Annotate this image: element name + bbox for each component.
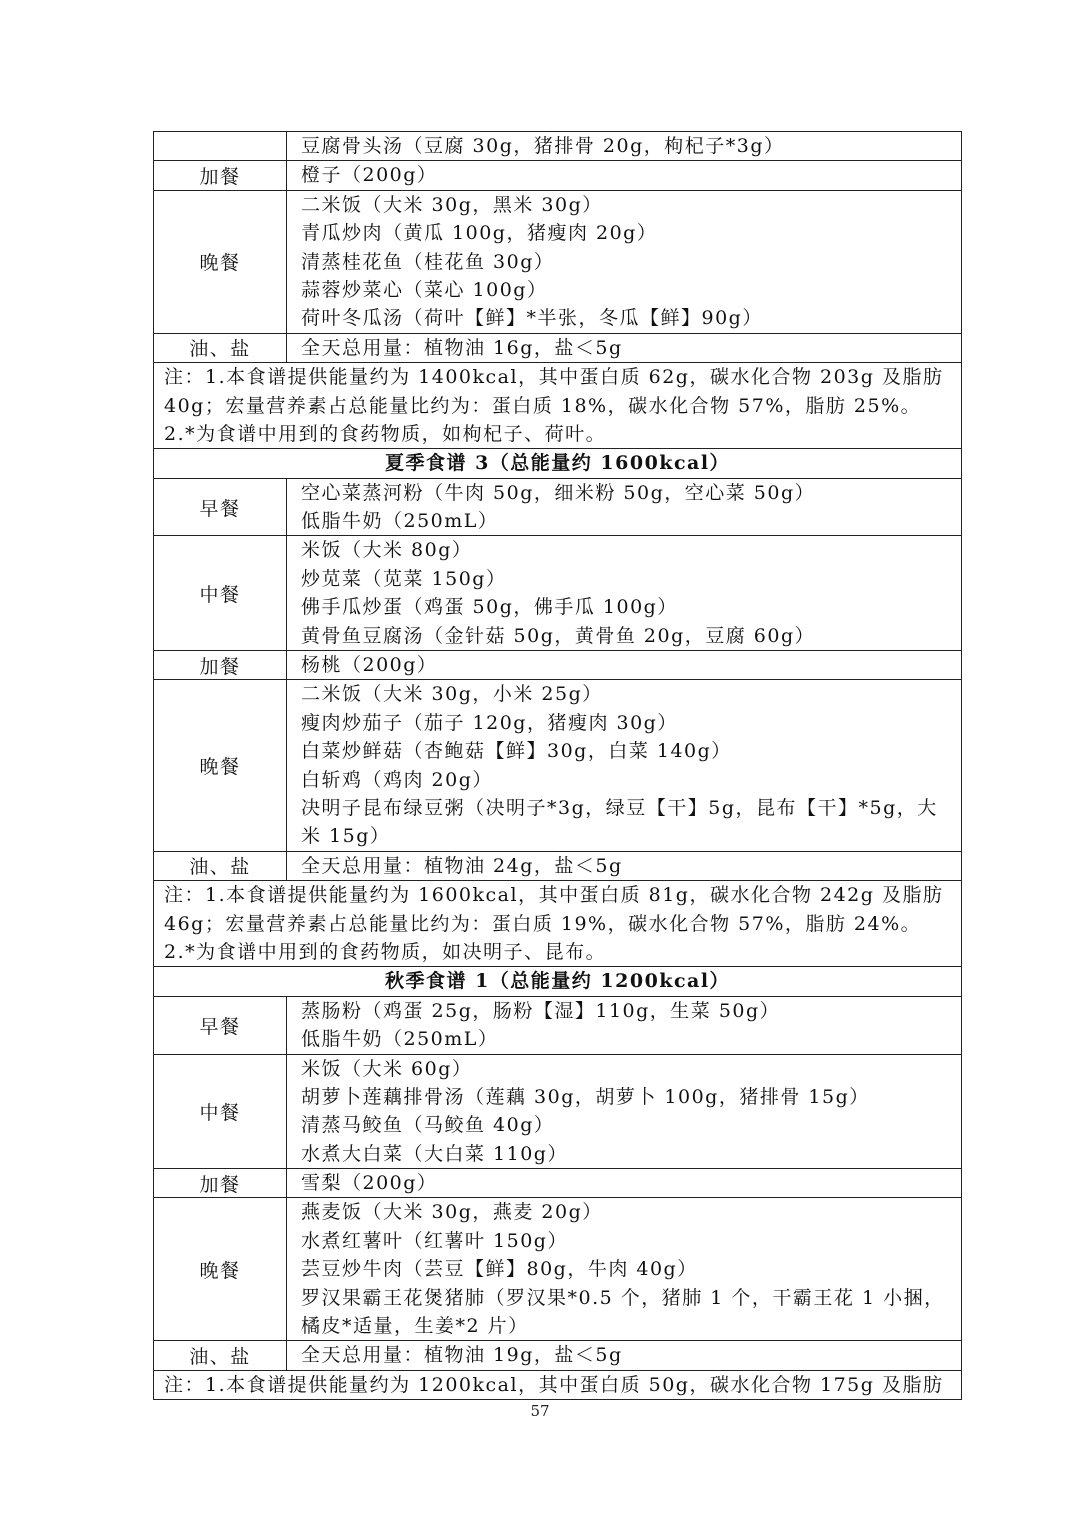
food-item: 白斩鸡（鸡肉 20g） — [301, 768, 493, 791]
food-item: 清蒸桂花鱼（桂花鱼 30g） — [301, 250, 555, 273]
meal-name-cell: 油、盐 — [154, 851, 287, 880]
meal-row — [154, 333, 962, 362]
meal-name-cell: 油、盐 — [154, 1341, 287, 1370]
page-number: 57 — [530, 1402, 550, 1420]
meal-row — [154, 190, 962, 333]
food-item: 青瓜炒肉（黄瓜 100g，猪瘦肉 20g） — [301, 222, 658, 245]
food-item: 空心菜蒸河粉（牛肉 50g，细米粉 50g，空心菜 50g） — [301, 481, 816, 504]
food-items-cell — [287, 161, 962, 190]
food-item: 炒苋菜（苋菜 150g） — [301, 567, 507, 590]
food-item: 瘦肉炒茄子（茄子 120g，猪瘦肉 30g） — [301, 711, 678, 734]
menu-title-row — [154, 967, 962, 996]
food-item: 决明子昆布绿豆粥（决明子*3g，绿豆【干】5g，昆布【干】*5g，大 — [301, 796, 938, 819]
note-line: 40g；宏量营养素占总能量比约为：蛋白质 18%，碳水化合物 57%，脂肪 25%。 — [164, 394, 922, 417]
food-items-cell — [287, 996, 962, 1054]
meal-name-cell: 油、盐 — [154, 333, 287, 362]
food-item: 蒸肠粉（鸡蛋 25g，肠粉【湿】110g，生菜 50g） — [301, 999, 781, 1022]
meal-name-cell: 加餐 — [154, 651, 287, 680]
food-items-cell — [287, 851, 962, 880]
meal-row — [154, 1198, 962, 1341]
food-items-cell — [287, 333, 962, 362]
meal-row — [154, 996, 962, 1054]
food-item: 芸豆炒牛肉（芸豆【鲜】80g，牛肉 40g） — [301, 1258, 698, 1281]
food-item: 佛手瓜炒蛋（鸡蛋 50g，佛手瓜 100g） — [301, 596, 678, 619]
meal-row — [154, 1341, 962, 1370]
food-item: 全天总用量：植物油 24g，盐＜5g — [301, 854, 623, 877]
menu-title — [154, 967, 962, 996]
food-item: 橙子（200g） — [301, 164, 438, 187]
table-body — [154, 132, 962, 1400]
note-line: 46g；宏量营养素占总能量比约为：蛋白质 19%，碳水化合物 57%，脂肪 24%。 — [164, 912, 922, 935]
meal-name-cell — [154, 132, 287, 161]
food-item: 二米饭（大米 30g，黑米 30g） — [301, 193, 603, 216]
meal-row — [154, 536, 962, 651]
food-item: 橘皮*适量，生姜*2 片） — [301, 1315, 529, 1338]
food-items-cell — [287, 1198, 962, 1341]
food-item: 全天总用量：植物油 16g，盐＜5g — [301, 336, 623, 359]
food-item: 水煮大白菜（大白菜 110g） — [301, 1142, 568, 1165]
food-item: 燕麦饭（大米 30g，燕麦 20g） — [301, 1201, 603, 1224]
menu-title-text: 夏季食谱 3（总能量约 1600kcal） — [384, 452, 731, 475]
meal-name-cell: 加餐 — [154, 1169, 287, 1198]
meal-row — [154, 1054, 962, 1169]
food-item: 胡萝卜莲藕排骨汤（莲藕 30g，胡萝卜 100g，猪排骨 15g） — [301, 1085, 870, 1108]
meal-name-cell: 中餐 — [154, 536, 287, 651]
note-row — [154, 363, 962, 449]
menu-title-text: 秋季食谱 1（总能量约 1200kcal） — [384, 970, 731, 993]
food-item: 杨桃（200g） — [301, 654, 438, 677]
food-items-cell — [287, 651, 962, 680]
food-items-cell — [287, 1054, 962, 1169]
meal-name-cell: 晚餐 — [154, 1198, 287, 1341]
note-cell — [154, 1370, 962, 1399]
meal-row — [154, 132, 962, 161]
food-items-cell — [287, 1169, 962, 1198]
meal-row — [154, 161, 962, 190]
food-item: 豆腐骨头汤（豆腐 30g，猪排骨 20g，枸杞子*3g） — [301, 135, 785, 157]
food-item: 清蒸马鲛鱼（马鲛鱼 40g） — [301, 1114, 555, 1137]
meal-name-cell: 早餐 — [154, 478, 287, 536]
food-item: 雪梨（200g） — [301, 1172, 438, 1195]
food-item: 白菜炒鲜菇（杏鲍菇【鲜】30g，白菜 140g） — [301, 740, 732, 763]
meal-row — [154, 651, 962, 680]
meal-row — [154, 1169, 962, 1198]
meal-name-cell: 晚餐 — [154, 190, 287, 333]
note-cell — [154, 363, 962, 449]
food-items-cell — [287, 132, 962, 161]
food-item: 低脂牛奶（250mL） — [301, 1028, 499, 1051]
food-item: 米饭（大米 60g） — [301, 1057, 473, 1080]
food-item: 水煮红薯叶（红薯叶 150g） — [301, 1229, 568, 1252]
note-line: 注：1.本食谱提供能量约为 1200kcal，其中蛋白质 50g，碳水化合物 175g 及脂肪 — [164, 1373, 944, 1396]
menu-title-row — [154, 449, 962, 478]
food-items-cell — [287, 190, 962, 333]
food-item: 二米饭（大米 30g，小米 25g） — [301, 683, 603, 706]
note-line: 2.*为食谱中用到的食药物质，如决明子、昆布。 — [164, 940, 607, 963]
food-item: 黄骨鱼豆腐汤（金针菇 50g，黄骨鱼 20g，豆腐 60g） — [301, 624, 816, 647]
meal-row — [154, 478, 962, 536]
meal-name-cell: 中餐 — [154, 1054, 287, 1169]
note-line: 2.*为食谱中用到的食药物质，如枸杞子、荷叶。 — [164, 422, 607, 445]
food-item: 米饭（大米 80g） — [301, 539, 473, 562]
note-row — [154, 881, 962, 967]
food-item: 荷叶冬瓜汤（荷叶【鲜】*半张，冬瓜【鲜】90g） — [301, 307, 763, 330]
food-items-cell — [287, 478, 962, 536]
meal-row — [154, 851, 962, 880]
food-item: 罗汉果霸王花煲猪肺（罗汉果*0.5 个，猪肺 1 个，干霸王花 1 小捆， — [301, 1286, 945, 1309]
meal-row — [154, 680, 962, 851]
diet-menu-table — [153, 131, 962, 1400]
food-items-cell — [287, 536, 962, 651]
note-row — [154, 1370, 962, 1399]
food-items-cell — [287, 1341, 962, 1370]
meal-name-cell: 早餐 — [154, 996, 287, 1054]
menu-title — [154, 449, 962, 478]
food-item: 全天总用量：植物油 19g，盐＜5g — [301, 1344, 623, 1367]
note-line: 注：1.本食谱提供能量约为 1400kcal，其中蛋白质 62g，碳水化合物 203g 及脂肪 — [164, 366, 944, 389]
food-item: 米 15g） — [301, 825, 391, 848]
note-cell — [154, 881, 962, 967]
food-item: 蒜蓉炒菜心（菜心 100g） — [301, 278, 548, 301]
meal-name-cell: 加餐 — [154, 161, 287, 190]
meal-name-cell: 晚餐 — [154, 680, 287, 851]
food-items-cell — [287, 680, 962, 851]
food-item: 低脂牛奶（250mL） — [301, 510, 499, 533]
note-line: 注：1.本食谱提供能量约为 1600kcal，其中蛋白质 81g，碳水化合物 242g 及脂肪 — [164, 884, 944, 907]
